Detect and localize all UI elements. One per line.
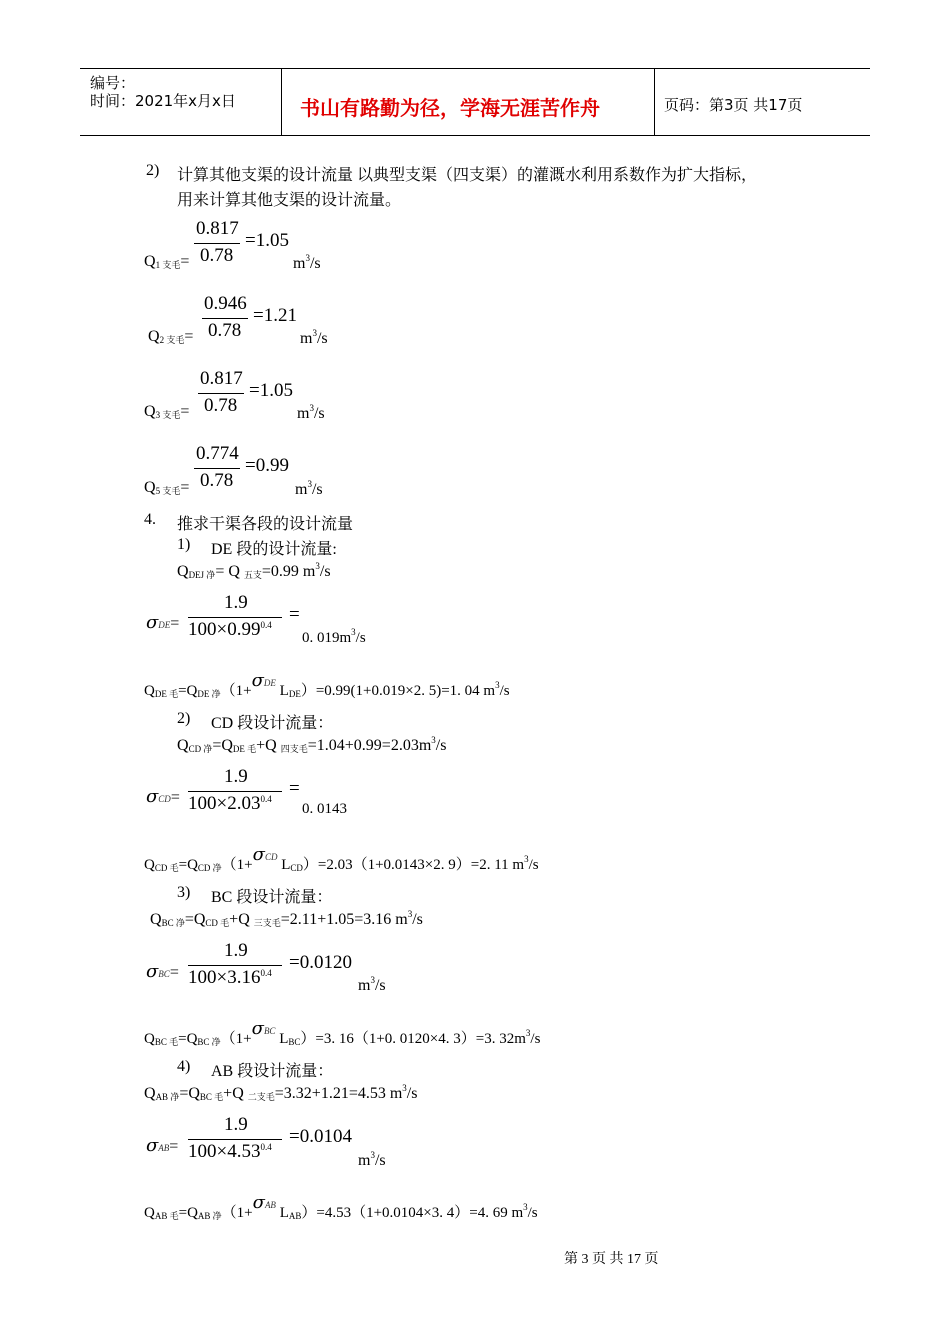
header-page-number: 页码：第3页 共17页: [664, 96, 803, 114]
q5-unit: $m^3/s$: [295, 479, 323, 498]
cd-equals: =: [289, 778, 300, 799]
bc-sigma-label: σBC=: [146, 961, 179, 982]
cd-title-number: 2): [177, 710, 191, 727]
de-net-flow: $Q_{DEJ 净}= Q$ $_{五支}$=0.99 $m^3/s$: [177, 561, 331, 580]
q2-denominator: 0.78: [208, 320, 242, 341]
q2-unit: $m^3/s$: [300, 328, 328, 347]
q1-label: $Q_{1 支毛}=$: [144, 253, 190, 270]
bc-gross-flow: $Q_{BC 毛}=Q_{BC 净}(1+\sigma BC$ $L_{BC})=3$. 16（1+0. 0120×4. 3）=3. $32m^3/s$: [144, 1018, 541, 1047]
de-gross-flow: $Q_{DE 毛}=Q_{DE 净}(1+\sigma DE$ $L_{DE})=0.99(1+0.019\times 2$. 5)=1. 04 $m^3/s$: [144, 670, 510, 699]
ab-gross-flow: $Q_{AB 毛}=Q_{AB 净}(1+\sigma AB$ $L_{AB})=4.53(1+0.0104\times 3$. 4）=4. 69 $m^3/s$: [144, 1192, 538, 1221]
de-fraction-bar: [188, 617, 282, 618]
cd-gross-flow: $Q_{CD 毛}=Q_{CD 净}(1+\sigma CD$ $L_{CD})=2.03(1+0.0143\times 2$. 9）=2. 11 $m^3/s$: [144, 844, 539, 873]
sec4-title: 推求干渠各段的设计流量: [177, 516, 354, 533]
sec2-line1: 计算其他支渠的设计流量 以典型支渠（四支渠）的灌溉水利用系数作为扩大指标，: [177, 167, 758, 184]
header-divider-2: [654, 68, 655, 136]
q3-numerator: 0.817: [200, 368, 243, 389]
q2-fraction-bar: [202, 318, 248, 319]
cd-net-flow: $Q_{CD 净}=Q_{DE 毛}+Q$ $_{四支毛}=1.04+0.99=2.03m^3/s$: [177, 735, 447, 754]
cd-numerator: 1.9: [224, 766, 248, 787]
q3-label: $Q_{3 支毛}=$: [144, 403, 190, 420]
q3-result: =1.05: [249, 380, 293, 401]
de-title: DE 段的设计流量:: [211, 541, 337, 558]
bc-numerator: 1.9: [224, 940, 248, 961]
cd-denominator: $100\times 2.03^{0.4}$: [188, 793, 272, 814]
q1-fraction-bar: [194, 243, 240, 244]
sec4-number: 4.: [144, 511, 156, 528]
q5-denominator: 0.78: [200, 470, 234, 491]
q5-numerator: 0.774: [196, 443, 239, 464]
bc-denominator: $100\times 3.16^{0.4}$: [188, 967, 272, 988]
de-equals: =: [289, 604, 300, 625]
ab-sigma-label: σAB=: [146, 1135, 179, 1156]
header-time: 时间：2021年x月x日: [90, 92, 236, 110]
bc-fraction-bar: [188, 965, 282, 966]
sec2-line2: 用来计算其他支渠的设计流量。: [177, 192, 402, 209]
bc-sigma-result: =0.0120: [289, 952, 352, 973]
q1-denominator: 0.78: [200, 245, 234, 266]
de-title-number: 1): [177, 536, 191, 553]
ab-denominator: $100\times 4.53^{0.4}$: [188, 1141, 272, 1162]
q3-unit: $m^3/s$: [297, 403, 325, 422]
bc-title-number: 3): [177, 884, 191, 901]
cd-fraction-bar: [188, 791, 282, 792]
cd-sigma-label: σCD=: [146, 786, 180, 807]
q1-result: =1.05: [245, 230, 289, 251]
q2-result: =1.21: [253, 305, 297, 326]
de-denominator: $100\times 0.99^{0.4}$: [188, 619, 272, 640]
ab-unit: $m^3/s$: [358, 1150, 386, 1169]
q1-unit: $m^3/s$: [293, 253, 321, 272]
de-sigma-label: σDE=: [146, 612, 180, 633]
ab-numerator: 1.9: [224, 1114, 248, 1135]
q3-fraction-bar: [198, 393, 244, 394]
de-numerator: 1.9: [224, 592, 248, 613]
q3-denominator: 0.78: [204, 395, 238, 416]
q5-fraction-bar: [194, 468, 240, 469]
q1-numerator: 0.817: [196, 218, 239, 239]
cd-title: CD 段设计流量：: [211, 715, 334, 732]
ab-fraction-bar: [188, 1139, 282, 1140]
ab-sigma-result: =0.0104: [289, 1126, 352, 1147]
header-motto: 书山有路勤为径，学海无涯苦作舟: [300, 96, 600, 120]
bc-unit: $m^3/s$: [358, 975, 386, 994]
header-divider-1: [281, 68, 282, 136]
q5-result: =0.99: [245, 455, 289, 476]
header-top-rule: [80, 68, 870, 69]
ab-title-number: 4): [177, 1058, 191, 1075]
sec2-number: 2): [146, 162, 160, 179]
header-serial-label: 编号：: [90, 74, 136, 92]
ab-title: AB 段设计流量：: [211, 1063, 334, 1080]
footer-page-number: 第 3 页 共 17 页: [564, 1252, 659, 1267]
header-bottom-rule: [80, 135, 870, 136]
q2-label: $Q_{2 支毛}=$: [148, 328, 194, 345]
cd-sigma-result: 0. 0143: [302, 801, 347, 817]
q5-label: $Q_{5 支毛}=$: [144, 479, 190, 496]
bc-title: BC 段设计流量：: [211, 889, 333, 906]
de-sigma-result: 0. $019m^3/s$: [302, 627, 366, 646]
bc-net-flow: $Q_{BC 净}=Q_{CD 毛}+Q$ $_{三支毛}$=2.11+1.05=3.16 $m^3/s$: [150, 909, 423, 928]
q2-numerator: 0.946: [204, 293, 247, 314]
ab-net-flow: $Q_{AB 净}=Q_{BC 毛}+Q$ $_{二支毛}$=3.32+1.21=4.53 $m^3/s$: [144, 1083, 418, 1102]
